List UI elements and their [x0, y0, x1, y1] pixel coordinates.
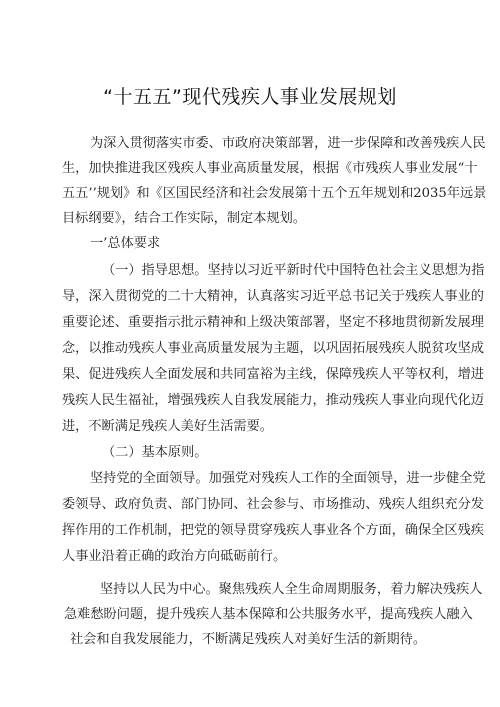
guiding-thought-line: 导，深入贯彻党的二十大精神，认真落实习近平总书记关于残疾人事业的	[62, 289, 484, 304]
guiding-thought-line: 进，不断满足残疾人美好生活需要。	[62, 419, 273, 434]
principle-party-line: 委领导、政府负责、部门协同、社会参与、市场推动、残疾人组织充分发	[62, 497, 484, 512]
intro-line: 目标纲要》，结合工作实际，制定本规划。	[62, 211, 306, 226]
guiding-thought-line: 念，以推动残疾人事业高质量发展为主题，以巩固拓展残疾人脱贫攻坚成	[62, 341, 484, 356]
guiding-thought-line: （一）指导思想。坚持以习近平新时代中国特色社会主义思想为指	[102, 263, 485, 278]
intro-line: 为深入贯彻落实市委、市政府决策部署，进一步保障和改善残疾人民	[90, 136, 486, 151]
subsection-heading: （二）基本原则。	[102, 445, 208, 460]
principle-party-line: 坚持党的全面领导。加强党对残疾人工作的全面领导，进一步健全党	[90, 471, 486, 486]
principle-party-line: 挥作用的工作机制，把党的领导贯穿残疾人事业各个方面，确保全区残疾	[62, 523, 484, 538]
document-title: “十五五”现代残疾人事业发展规划	[103, 86, 397, 108]
section-heading: 一’总体要求	[90, 236, 161, 251]
principle-people-line: 急难愁盼问题，提升残疾人基本保障和公共服务水平，提高残疾人融入	[64, 607, 473, 622]
principle-people-line: 社会和自我发展能力，不断满足残疾人对美好生活的新期待。	[70, 632, 427, 647]
intro-line: 生，加快推进我区残疾人事业高质量发展，根据《市残疾人事业发展“十	[62, 161, 478, 176]
intro-line: 五五’’规划》和《区国民经济和社会发展第十五个五年规划和2035年远景	[62, 186, 487, 201]
principle-people-line: 坚持以人民为中心。聚焦残疾人全生命周期服务，着力解决残疾人	[100, 582, 483, 597]
principle-party-line: 人事业沿着正确的政治方向砥砺前行。	[62, 549, 287, 564]
guiding-thought-line: 残疾人民生福祉，增强残疾人自我发展能力，推动残疾人事业向现代化迈	[62, 393, 484, 408]
guiding-thought-line: 重要论述、重要指示批示精神和上级决策部署，坚定不移地贯彻新发展理	[62, 315, 484, 330]
guiding-thought-line: 果、促进残疾人全面发展和共同富裕为主线，保障残疾人平等权利，增进	[62, 367, 484, 382]
